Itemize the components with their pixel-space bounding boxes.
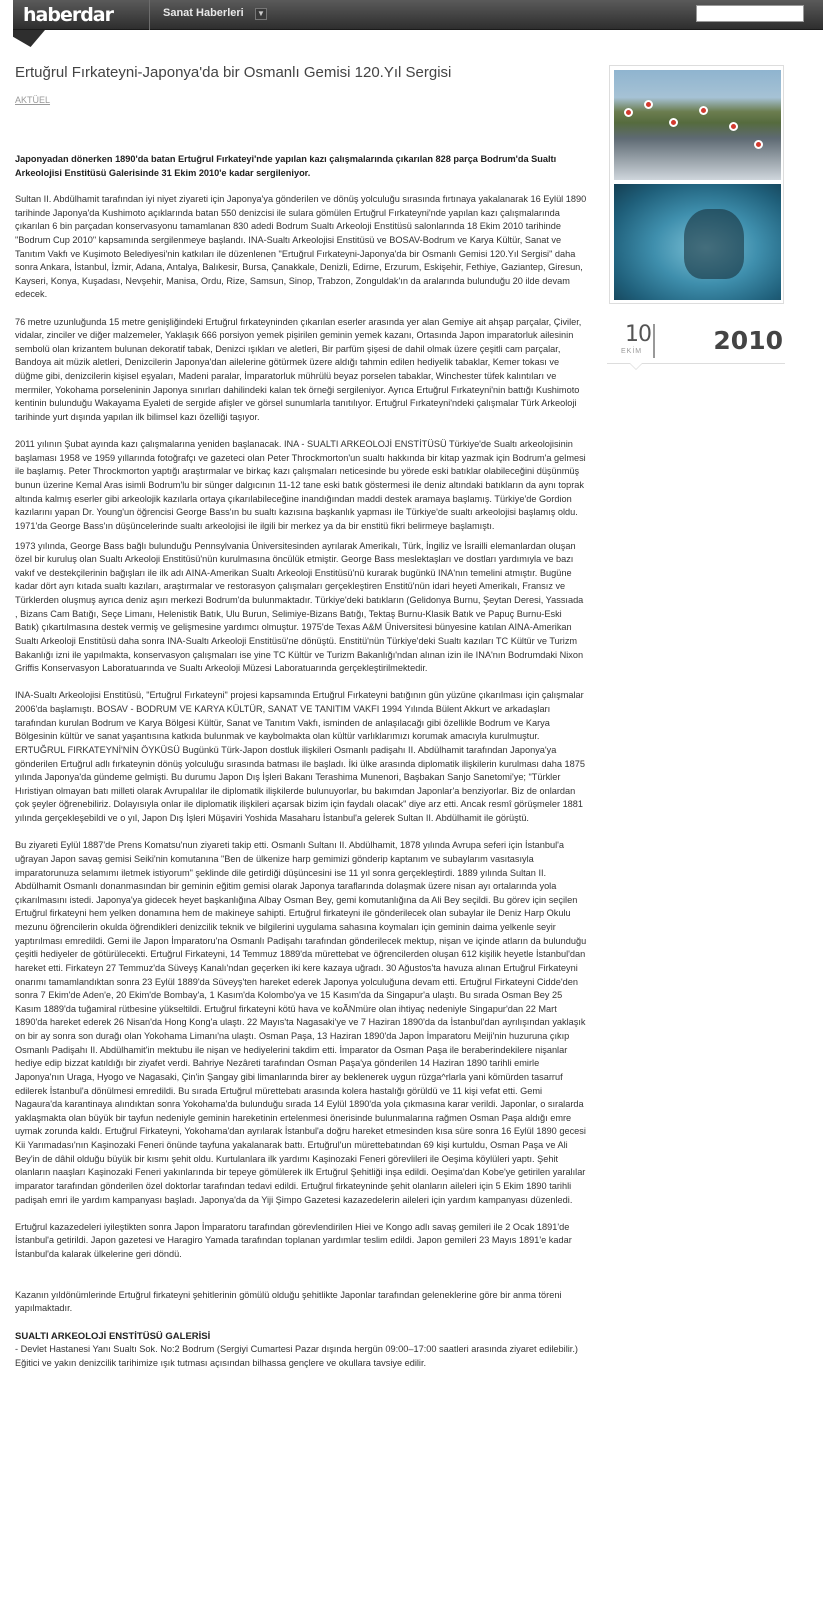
chevron-down-icon[interactable]: ▼ (255, 8, 267, 20)
category-link[interactable]: AKTÜEL (15, 95, 51, 105)
date-month: EKİM (621, 348, 643, 355)
flag-icon (644, 100, 653, 109)
article-lead: Japonyadan dönerken 1890'da batan Ertuğrul Fırkateyi'nde yapılan kazı çalışmalarında çıkarılan 828 parça Bodrum'da Sualtı Arkeolojisi Enstitüsü Galerisinde 31 Ekim 2010'e kadar sergileniyor. (15, 154, 557, 178)
diver-figure (684, 209, 744, 279)
nav-divider (149, 0, 150, 30)
article-paragraph: Kazanın yıldönümlerinde Ertuğrul firkateyni şehitlerinin gömülü olduğu şehitlikte Japonlar tarafından geleneklerine göre bir anma töreni yapılmaktadır. (15, 1289, 562, 1314)
article-paragraph: 1973 yılında, George Bass bağlı bulunduğu Pennsylvania Üniversitesinden ayrılarak Amerikalı, Türk, İngiliz ve İsrailli elemanlardan oluşan özel bir kuruluş olan Sualtı Arkeoloji Enstitüsü'nün kurulmasına öncülük etmiştir. George Bass meslektaşları ve dostları yardımıyla ve bazı vakıf ve destekçilerinin bağışları ile ilk adı AINA-Amerikan Sualtı Arkeoloji Enstitüsü'nü kurarak bugünkü INA'nın temelini atmıştır. Bugüne kadar dört ayrı kıtada sualtı kazıları, araştırmalar ve restorasyon çalışmaları gerçekleştiren Enstitü'nün idari heyeti Amerikalı, Fransız ve Türklerden oluşmuş ayrıca deniz aşırı merkezi Bodrum'da bulunmaktadır. Türkiye'deki batıkların (Gelidonya Burnu, Şeytan Deresi, Yassıada , Bizans Cam Batığı, Seçe Limanı, Helenistik Batık, Ulu Burun, Selimiye-Bizans Batığı, Tektaş Burnu-Klasik Batık ve Papuç Burnu-Eski Batık) çıkartılmasına destek vermiş ve gelişmesine yardımcı olmuştur. 1975'de Texas A&M Üniversitesi bünyesine katılan AINA-Amerikan Sualtı Arkeoloji Enstitüsü daha sonra INA-Sualtı Arkeoloji Enstitüsü'ne dönüştü. Enstitü'nün Türkiye'deki Sualtı kazıları TC Kültür ve Turizm Bakanlığı izni ile yapılmakta, konservasyon çalışmaları ise yine TC Kültür ve Turizm Bakanlığı'ndan alınan izin ile INA'nın Bodrumdaki Nixon Griffis Konservasyon Laboratuarında ve Sualtı Arkeoloji Müzesi Laboratuarında gerçekleştirilmektedir. (15, 540, 584, 674)
flag-icon (699, 106, 708, 115)
article-title: Ertuğrul Fırkateyni-Japonya'da bir Osmanlı Gemisi 120.Yıl Sergisi (15, 64, 452, 81)
ceremony-photo[interactable] (614, 70, 781, 180)
article-paragraph: INA-Sualtı Arkeolojisi Enstitüsü, "Ertuğrul Fırkateyni" projesi kapsamında Ertuğrul Fırkateyni batığının gün yüzüne çıkarılması için çalışmalar 2006'da başlamıştı. BOSAV - BODRUM VE KARYA KÜLTÜR, SANAT VE TANITIM VAKFI 1994 Yılında Bülent Akkurt ve arkadaşları tarafından kurulan Bodrum ve Karya Bölgesi Kültür, Sanat ve Tanıtım Vakfı, isminden de anlaşılacağı gibi özellikle Bodrum ve Karya Bölgesinin kültür ve sanat yaşantısına katkıda bulunmak ve kaybolmakta olan kültür varlıklarımızı korumak amacıyla kurulmuştur. ERTUĞRUL FIRKATEYNİ'NİN ÖYKÜSÜ Bugünkü Türk-Japon dostluk ilişkileri Osmanlı padişahı II. Abdülhamit tarafından Japonya'ya gönderilen Ertuğrul adlı fırkateynin dönüş yolculuğu sırasında batması ile başladı. İki ülke arasında diplomatik ilişkilerin kurulması daha 1875 yılında Japonya'da gündeme gelmişti. Bu durumu Japon Dış İşleri Bakanı Terashima Munenori, Başbakan Sanjo Sanetomi'ye; "Türkler Hıristiyan olmayan batı milleti olarak Avrupalılar ile diplomatik ilişkilerde bulunuyorlar, bu bakımdan Japonlar'a benziyorlar. Biz de onlardan çok şeyler öğrenebiliriz. Dolayısıyla onlar ile diplomatik ilişkileri açarsak bizim için faydalı olacak" diye arz etti. Ancak resmî görüşmeler 1881 yılında gerçekleşebildi ve o yıl, Japon Dış İşleri Müşaviri Yoshida Masaharu İstanbul'a gelerek Sultan II. Abdülhamit ile görüştü. (15, 690, 585, 824)
article-paragraph: Bu ziyareti Eylül 1887'de Prens Komatsu'nun ziyareti takip etti. Osmanlı Sultanı II. Abdülhamit, 1878 yılında Avrupa seferi için İstanbul'a uğrayan Japon savaş gemisi Seiki'nin komutanına "Ben de ülkenize harp gemimizi gönderip kaptanım ve subaylarım vasıtasıyla imparatorunuza selamımı iletmek istiyorum" şeklinde dile getirdiği düşüncesini ise 11 yıl sonra gerçekleştirdi. 1889 yılında Sultan II. Abdülhamit Osmanlı donanmasından bir geminin eğitim gemisi olarak Japonya taraflarında dolaşmak üzere nisan ayı ortalarında yola çıkarılmasını istedi. Japonya'ya gidecek heyet başkanlığına Albay Osman Bey, gemi komutanlığına da Ali Bey seçildi. Bu görev için seçilen Ertuğrul firkateyni hem yelken donamına hem de makineye sahipti. Ertuğrul firkateyni ile gönderilecek olan subaylar ile Deniz Harp Okulu mezunu öğrencilerin okulda öğrendikleri denizcilik teknik ve bilgilerini uygulama sahasına koymaları için geminin daima yelkenle seyir yaptırılması emredildi. Gemi ile Japon İmparatoru'na Osmanlı Padişahı tarafından gönderilecek mektup, nişan ve içinde atların da bulunduğu çeşitli hediyeler de götürülecekti. Ertuğrul Firkateyni, 14 Temmuz 1889'da mürettebat ve öğrencilerden oluşan 612 kişilik heyetle İstanbul'dan hareket etti. Firkateyn 27 Temmuz'da Süveyş Kanalı'ndan geçerken iki kere kazaya uğradı. 30 Ağustos'ta havuza alınan Ertuğrul Firkateyni onarımı tamamlandıktan sonra 23 Eylül 1889'da Süveyş'ten hareket ederek Japonya yolculuğuna devam etti. Ertuğrul Firkateyni Cidde'den sonra 7 Ekim'de Aden'e, 20 Ekim'de Bombay'a, 1 Kasım'da Kolombo'ya ve 15 Kasım'da da Singapur'a ulaştı. Bu sırada Osman Bey 25 Kasım 1889'da tuğamiral rütbesine yükseltildi. Ertuğrul firkateyni kötü hava ve koÃNmüre olan ihtiyaç nedeniyle Singapur'dan 22 Mart 1890'da hareket ederek 26 Nisan'da Hong Kong'a ulaştı. 22 Mayıs'ta Nagasaki'ye ve 7 Haziran 1890'da da İstanbul'dan ayrılışından yaklaşık on bir ay sonra son durağı olan Yokohama Limanı'na ulaştı. Osman Paşa, 13 Haziran 1890'da Japon İmparatoru Meiji'nin huzuruna çıkıp Osmanlı Padişahı II. Abdülhamit'in mektubu ile nişan ve hediyelerini takdim etti. İmparator da Osman Paşa ile beraberindekilere nişanlar hediye edip bizzat katıldığı bir ziyafet verdi. Bahriye Nezâreti tarafından Osman Paşa'ya gönderilen 14 Haziran 1890 tarihli emirle Japonya'nın Uraga, Hyogo ve Nagasaki, Çin'in Şangay gibi limanlarında birer ay beklenerek uygun rüzga^rlarla yani kömürden tasarruf edilerek İstanbul'a dönülmesi emredildi. Bu sırada Ertuğrul mürettebatı arasında kolera hastalığı görüldü ve 11 kişi vefat etti. Gemi Nagaura'da karantinaya alındıktan sonra Yokohama'da bulunduğu sırada 14 Eylül 1890'da yola çıkmasına karar verildi. Japonlar, o sıralarda yaklaşmakta olan büyük bir tayfun nedeniyle geminin hareketinin ertelenmesi önerisinde bulunmalarına rağmen Osman Paşa aldığı emre uymak zorunda kaldı. Ertuğrul Firkateyni, Yokohama'dan ayrılarak İstanbul'a doğru hareket etmesinden kısa süre sonra 16 Eylül 1890 gecesi Kii Yarımadası'nın Kaşinozaki Feneri önünde tayfuna yakalanarak battı. Ertuğrul'un mürettebatından 69 kişi kurtuldu, Osman Paşa ve Ali Bey'in de dâhil olduğu büyük bir kısmı şehit oldu. Kurtulanlara ilk yardımı Kaşinozaki Feneri görevlileri ile Oeşima köylüleri yaptı. Şehit olanların naaşları Kaşinozaki Feneri yakınlarında bir tepeye gömülerek ilk Ertuğrul Şehitliği inşa edildi. Oeşima'dan Kobe'ye getirilen yaralılar imparator tarafından gönderilen özel doktorlar tarafından tedavi edildi. Ertuğrul firkateyninde şehit olanların aileleri için 5 Ekim 1890 tarihli padişah emri ile yardım kampanyası başladı. Japonya'da da Yiji Şimpo Gazetesi kazazedelerin aileleri için yardım kampanyası düzenledi. (15, 840, 587, 1205)
diver-photo[interactable] (614, 184, 781, 300)
search-input[interactable] (696, 5, 804, 22)
flag-icon (669, 118, 678, 127)
flag-icon (624, 108, 633, 117)
article-paragraph: Sultan II. Abdülhamit tarafından iyi niyet ziyareti için Japonya'ya gönderilen ve dönüş yolculuğu sırasında fırtınaya yakalanarak 16 Eylül 1890 tarihinde Japonya'da Kushimoto açıklarında batan 550 denizcisi ile sulara gömülen Ertuğrul Fırkateyni'nde yapılan kazı çalışmalarında çıkarılan 6 bin parçadan konservasyonu tamamlanan 830 adedi Bodrum Sualtı Arkeoloji Enstitüsü salonlarında 18 Ekim 2010 tarihinde "Bodrum Cup 2010" kapsamında sergilenmeye başlandı. INA-Sualtı Arkeolojisi Enstitüsü ve BOSAV-Bodrum ve Karya Kültür, Sanat ve Tanıtım Vakfı ve Kuşimoto Belediyesi'nin katkıları ile düzenlenen "Ertuğrul Fırkateyni-Japonya'da bir Osmanlı Gemisi 120.Yıl Sergisi" daha sonra Ankara, İstanbul, İzmir, Adana, Antalya, Balıkesir, Bursa, Çanakkale, Denizli, Edirne, Erzurum, Eskişehir, Fethiye, Gaziantep, Giresun, Kayseri, Konya, Kuşadası, Nevşehir, Manisa, Ordu, Rize, Samsun, Sinop, Trabzon, Zonguldak'ın da aralarında bulunduğu 20 ilde devam edecek. (15, 194, 587, 300)
article-body (15, 193, 587, 1384)
article-paragraph: 2011 yılının Şubat ayında kazı çalışmalarına yeniden başlanacak. INA - SUALTI ARKEOLOJİ ENSTİTÜSÜ Türkiye'de Sualtı arkeolojisinin başlaması 1958 ve 1959 yıllarında fotoğrafçı ve gazeteci olan Peter Throckmorton'un sualtı hakkında bir kitap yazmak için Bodrum'a gelmesi ile başlamış. Peter Throckmorton yaptığı araştırmalar ve birkaç kazı çalışmaları neticesinde bu yörede eski batıklar olabileceğini düşünmüş bunun üzerine Kemal Aras isimli Bodrum'lu bir sünger dalgıcının 11-12 tane eski batık göstermesi ile deniz altındaki batıkların da aynı toprak altında kalmış eserler gibi arkeolojik kazılarla ortaya çıkarılabileceğine inandığından maddi destek aramaya başlamış. Türkiye'de Gordion kazılarını yapan Dr. Young'un öğrencisi George Bass'ın bu sualtı kazısına başkanlık yapması ile Türkiye'de sualtı arkeolojisi başlamış oldu. 1971'da George Bass'ın düşüncelerinde sualtı arkeolojisi ile ilgili bir merkez ya da bir enstitü fikri belirmeye başlamıştı. (15, 439, 586, 531)
article-photo-frame[interactable] (609, 65, 784, 304)
date-year: 2010 (713, 326, 783, 355)
gallery-text: - Devlet Hastanesi Yanı Sualtı Sok. No:2 Bodrum (Sergiyi Cumartesi Pazar dışında hergün 09:00–17:00 saatleri arasında ziyaret edilebilir.) Eğitici ve yakın denizcilik tarihimize ışık tutması açısından bilhassa gençlere ve okullara tavsiye edilir. (15, 1344, 578, 1368)
date-box (607, 318, 785, 364)
gallery-heading: SUALTI ARKEOLOJİ ENSTİTÜSÜ GALERİSİ (15, 1330, 211, 1342)
logo-tab-notch (13, 30, 45, 47)
flag-icon (729, 122, 738, 131)
date-pointer-inner (630, 363, 642, 369)
article-paragraph: 76 metre uzunluğunda 15 metre genişliğindeki Ertuğrul fırkateyninden çıkarılan eserler arasında yer alan Gemiye ait ahşap parçalar, Çiviler, vidalar, zinciler ve diğer malzemeler, Yaklaşık 666 porsiyon yemek pişirilen geminin yemek kazanı, Ortasında Japon imparatorluk ailesinin sembolü olan krizantem bulunan dekoratif tabak, Denizci ışıkları ve aletleri, Bir parfüm şişesi de dahil olmak üzere çeşitli cam parçalar, Bandoya ait müzik aletleri, Denizcilerin Japonya'dan ailelerine götürmek üzere aldığı tahmin edilen hediyelik tabaklar, Kemer tokası ve düğme gibi, denizcilerin kişisel eşyaları, Madeni paralar, İmparatorluk mührülü beyaz porselen tabaklar, Winchester tüfek kalıntıları ve mermiler, Yokohama porseleninin Japonya sınırları dahilindeki kalan tek örneği sergileniyor. Ayrıca Ertuğrul Fırkateyni'nin battığı Kushimoto kentinin bulunduğu Wakayama Eyaleti de sergide afişler ve görsel sunumlarla tanıtılıyor. Ertuğrul Fırkateyni'ndeki çalışmalar Türk Arkeoloji tarihinde yurt dışında yapılan ilk bilimsel kazı özelliği taşıyor. (15, 316, 582, 422)
flag-icon (754, 140, 763, 149)
top-nav-bar (13, 0, 823, 30)
date-day: 10 (625, 322, 651, 347)
section-title[interactable]: Sanat Haberleri (163, 7, 244, 19)
site-logo[interactable]: haberdar (23, 4, 113, 26)
date-divider (653, 324, 655, 358)
article-paragraph: Ertuğrul kazazedeleri iyileştikten sonra Japon İmparatoru tarafından görevlendirilen Hiei ve Kongo adlı savaş gemileri ile 2 Ocak 1891'de İstanbul'a getirildi. Japon gazetesi ve Haragiro Yamada tarafından toplanan yardımlar teslim edildi. Japon gemileri 23 Mayıs 1891'e kadar İstanbul'da kalarak ülkelerine geri döndü. (15, 1221, 572, 1259)
